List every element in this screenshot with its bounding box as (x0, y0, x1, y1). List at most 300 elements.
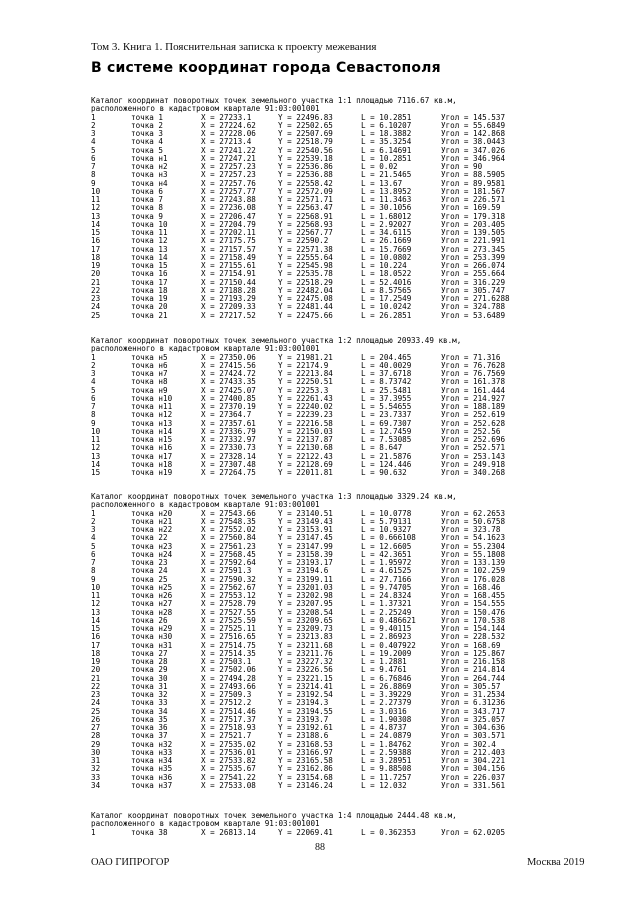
segment-length-value: 9.88508 (379, 764, 412, 774)
row-number-value: 9 (91, 418, 96, 428)
y-coordinate-value: 23153.91 (296, 525, 333, 534)
direction-angle-label: Угол = (441, 591, 474, 600)
y-coordinate-label: Y = (278, 541, 297, 551)
point-name-value: точка н31 (131, 640, 173, 650)
direction-angle-label: Угол = (441, 418, 474, 428)
segment-length-value: 26.2851 (379, 310, 412, 320)
segment-length-label: L = (361, 599, 380, 609)
y-coordinate-value: 23140.51 (296, 508, 333, 518)
y-coordinate-label: Y = (278, 137, 297, 147)
x-coordinate-label: X = (201, 244, 220, 254)
point-name-value: точка н20 (131, 508, 173, 518)
y-coordinate-value: 22150.03 (296, 426, 333, 436)
segment-length-label: L = (361, 698, 380, 708)
direction-angle-value: 38.0443 (473, 137, 506, 147)
x-coordinate-label: X = (201, 219, 220, 229)
x-coordinate-value: 27525.59 (219, 615, 256, 625)
x-coordinate-value: 27400.85 (219, 393, 256, 403)
y-coordinate-value: 22568.93 (296, 219, 333, 229)
y-coordinate-label: Y = (278, 435, 297, 444)
y-coordinate-label: Y = (278, 574, 297, 584)
direction-angle-value: 62.0205 (473, 827, 506, 837)
direction-angle-value: 168.69 (473, 640, 501, 650)
row-number-value: 16 (91, 236, 101, 246)
segment-length-value: 2.59388 (379, 747, 412, 757)
y-coordinate-label: Y = (278, 624, 297, 633)
segment-length-label: L = (361, 731, 380, 741)
segment-length-value: 10.0778 (379, 508, 412, 518)
y-coordinate-value: 23193.17 (296, 558, 333, 567)
x-coordinate-label: X = (201, 418, 220, 428)
point-name-value: точка н16 (131, 443, 173, 453)
direction-angle-label: Угол = (441, 690, 474, 699)
y-coordinate-value: 22571.71 (296, 195, 333, 204)
direction-angle-label: Угол = (441, 393, 474, 403)
segment-length-label: L = (361, 385, 380, 395)
y-coordinate-value: 23192.61 (296, 723, 333, 732)
direction-angle-value: 53.6489 (473, 310, 506, 320)
row-number-value: 14 (91, 459, 101, 469)
y-coordinate-label: Y = (278, 178, 297, 188)
y-coordinate-label: Y = (278, 145, 297, 155)
y-coordinate-value: 21981.21 (296, 352, 333, 362)
row-number-value: 10 (91, 582, 101, 592)
segment-length-label: L = (361, 459, 380, 469)
point-name-value: точка н24 (131, 549, 173, 559)
row-number-value: 11 (91, 591, 101, 600)
row-number-value: 16 (91, 632, 101, 642)
segment-length-label: L = (361, 706, 380, 716)
x-coordinate-value: 26813.14 (219, 827, 256, 837)
segment-length-value: 5.79131 (379, 516, 412, 526)
segment-length-value: 1.84762 (379, 739, 412, 749)
footer-organization: ОАО ГИПРОГОР (91, 857, 170, 868)
direction-angle-value: 88.5905 (473, 170, 506, 180)
x-coordinate-value: 27518.93 (219, 723, 256, 732)
row-number (91, 567, 131, 575)
y-coordinate-value: 22563.47 (296, 203, 333, 213)
x-coordinate-label: X = (201, 723, 220, 732)
x-coordinate-label: X = (201, 665, 220, 675)
segment-length-label: L = (361, 624, 380, 633)
row-number-value: 1 (91, 352, 96, 362)
segment-length-label: L = (361, 681, 380, 691)
row-number-value: 6 (91, 153, 96, 163)
x-coordinate-value: 27332.97 (219, 435, 256, 444)
y-coordinate-value: 23165.58 (296, 756, 333, 765)
segment-length-label: L = (361, 170, 380, 180)
segment-length-label: L = (361, 352, 380, 362)
direction-angle-value: 252.696 (473, 435, 506, 444)
direction-angle-label: Угол = (441, 129, 474, 138)
point-name-value: точка 24 (131, 566, 168, 576)
x-coordinate-value: 27433.35 (219, 377, 256, 387)
segment-length-value: 24.8324 (379, 591, 412, 600)
row-number (91, 114, 131, 122)
segment-length-value: 30.1056 (379, 203, 412, 213)
direction-angle-value: 249.918 (473, 459, 506, 469)
y-coordinate-value: 23209.73 (296, 624, 333, 633)
row-number-value: 15 (91, 624, 101, 633)
y-coordinate-label: Y = (278, 129, 297, 138)
y-coordinate-label: Y = (278, 706, 297, 716)
x-coordinate-label: X = (201, 426, 220, 436)
y-coordinate-value: 22572.09 (296, 186, 333, 196)
row-number (91, 155, 131, 163)
x-coordinate-label: X = (201, 706, 220, 716)
direction-angle-value: 168.46 (473, 582, 501, 592)
segment-length-label: L = (361, 153, 380, 163)
coordinate-table (91, 829, 531, 837)
x-coordinate-value: 27521.7 (219, 731, 252, 741)
point-name-value: точка 12 (131, 236, 168, 246)
y-coordinate-label: Y = (278, 549, 297, 559)
segment-length-value: 10.0802 (379, 252, 412, 262)
point-name-value: точка 5 (131, 145, 164, 155)
x-coordinate-value: 27592.64 (219, 558, 256, 567)
y-coordinate-value: 23188.6 (296, 731, 329, 741)
direction-angle-value: 212.403 (473, 747, 506, 757)
row-number-value: 8 (91, 170, 96, 180)
segment-length-label: L = (361, 764, 380, 774)
x-coordinate-label: X = (201, 112, 220, 122)
direction-angle-label: Угол = (441, 360, 474, 370)
direction-angle-label: Угол = (441, 195, 474, 204)
segment-length-value: 10.2851 (379, 153, 412, 163)
y-coordinate-label: Y = (278, 508, 297, 518)
row-number (91, 138, 131, 146)
segment-length-value: 21.5465 (379, 170, 412, 180)
row-number-value: 28 (91, 731, 101, 741)
x-coordinate-label: X = (201, 120, 220, 130)
direction-angle-label: Угол = (441, 508, 474, 518)
row-number (91, 370, 131, 378)
x-coordinate-value: 27548.35 (219, 516, 256, 526)
x-coordinate-value: 27257.23 (219, 170, 256, 180)
segment-length-value: 1.68012 (379, 211, 412, 221)
x-coordinate-label: X = (201, 657, 220, 666)
y-coordinate-label: Y = (278, 352, 297, 362)
x-coordinate-label: X = (201, 153, 220, 163)
y-coordinate-label: Y = (278, 615, 297, 625)
row-number (91, 378, 131, 386)
segment-length-label: L = (361, 186, 380, 196)
x-coordinate-label: X = (201, 236, 220, 246)
x-coordinate-label: X = (201, 772, 220, 782)
x-coordinate-label: X = (201, 690, 220, 699)
direction-angle-label: Угол = (441, 261, 474, 270)
row-number (91, 411, 131, 419)
x-coordinate-label: X = (201, 780, 220, 790)
direction-angle-label: Угол = (441, 402, 474, 411)
segment-length-label: L = (361, 558, 380, 567)
row-number-value: 12 (91, 203, 101, 213)
segment-length-value: 6.76846 (379, 673, 412, 683)
row-number-value: 9 (91, 178, 96, 188)
x-coordinate-label: X = (201, 170, 220, 180)
x-coordinate-label: X = (201, 195, 220, 204)
point-name-value: точка 17 (131, 277, 168, 287)
point-name-value: точка н30 (131, 632, 173, 642)
row-number-value: 11 (91, 435, 101, 444)
point-name-value: точка 33 (131, 698, 168, 708)
direction-angle-value: 161.444 (473, 385, 506, 395)
y-coordinate-value: 22481.44 (296, 302, 333, 312)
y-coordinate-value: 23199.11 (296, 574, 333, 584)
direction-angle-label: Угол = (441, 533, 474, 543)
segment-length-value: 10.2851 (379, 112, 412, 122)
row-number (91, 395, 131, 403)
x-coordinate (201, 312, 278, 320)
x-coordinate-label: X = (201, 574, 220, 584)
segment-length-value: 2.86923 (379, 632, 412, 642)
y-coordinate-label: Y = (278, 277, 297, 287)
y-coordinate-value: 23168.53 (296, 739, 333, 749)
direction-angle-value: 176.028 (473, 574, 506, 584)
x-coordinate-value: 27528.79 (219, 599, 256, 609)
y-coordinate (278, 782, 361, 790)
coordinate-catalog-1-1 (91, 97, 531, 320)
segment-length-label: L = (361, 591, 380, 600)
segment-length-value: 9.4761 (379, 665, 407, 675)
direction-angle-value: 102.259 (473, 566, 506, 576)
y-coordinate-value: 23147.99 (296, 541, 333, 551)
x-coordinate-label: X = (201, 228, 220, 237)
row-number (91, 171, 131, 179)
row-number-value: 23 (91, 690, 101, 699)
y-coordinate-value: 22558.42 (296, 178, 333, 188)
point-name-value: точка н25 (131, 582, 173, 592)
direction-angle-value: 154.144 (473, 624, 506, 633)
segment-length-label: L = (361, 435, 380, 444)
segment-length-value: 8.73742 (379, 377, 412, 387)
row-number (91, 122, 131, 130)
y-coordinate-label: Y = (278, 203, 297, 213)
x-coordinate-label: X = (201, 681, 220, 691)
x-coordinate-value: 27213.4 (219, 137, 252, 147)
direction-angle-value: 31.2534 (473, 690, 506, 699)
y-coordinate-label: Y = (278, 468, 297, 477)
y-coordinate-label: Y = (278, 302, 297, 312)
point-name-value: точка 19 (131, 294, 168, 303)
direction-angle-value: 76.7628 (473, 360, 506, 370)
x-coordinate-label: X = (201, 549, 220, 559)
direction-angle-value: 255.664 (473, 269, 506, 279)
x-coordinate-value: 27158.49 (219, 252, 256, 262)
direction-angle-value: 133.139 (473, 558, 506, 567)
y-coordinate-label: Y = (278, 607, 297, 617)
row-number (91, 469, 131, 477)
direction-angle-label: Угол = (441, 244, 474, 254)
segment-length-value: 0.486621 (379, 615, 416, 625)
x-coordinate-value: 27553.12 (219, 591, 256, 600)
segment-length-value: 10.224 (379, 261, 407, 270)
x-coordinate-value: 27150.44 (219, 277, 256, 287)
direction-angle-value: 347.026 (473, 145, 506, 155)
row-number-value: 6 (91, 393, 96, 403)
y-coordinate-label: Y = (278, 681, 297, 691)
segment-length-value: 90.632 (379, 468, 407, 477)
segment-length-label: L = (361, 418, 380, 428)
x-coordinate-label: X = (201, 178, 220, 188)
segment-length-label: L = (361, 178, 380, 188)
x-coordinate-value: 27424.72 (219, 369, 256, 378)
segment-length-label: L = (361, 236, 380, 246)
row-number-value: 6 (91, 549, 96, 559)
x-coordinate-value: 27514.35 (219, 648, 256, 658)
segment-length-value: 0.02 (379, 162, 398, 171)
x-coordinate-value: 27533.82 (219, 756, 256, 765)
row-number-value: 13 (91, 607, 101, 617)
segment-length-value: 8.647 (379, 443, 403, 453)
x-coordinate-value: 27494.28 (219, 673, 256, 683)
segment-length-value: 0.407922 (379, 640, 416, 650)
direction-angle-value: 142.868 (473, 129, 506, 138)
direction-angle-label: Угол = (441, 236, 474, 246)
row-number-value: 5 (91, 385, 96, 395)
point-name-value: точка 1 (131, 112, 164, 122)
row-number-value: 1 (91, 112, 96, 122)
direction-angle-label: Угол = (441, 170, 474, 180)
x-coordinate-label: X = (201, 352, 220, 362)
direction-angle-value: 154.555 (473, 599, 506, 609)
row-number-value: 33 (91, 772, 101, 782)
direction-angle-value: 228.532 (473, 632, 506, 642)
segment-length-label: L = (361, 377, 380, 387)
x-coordinate-value: 27415.56 (219, 360, 256, 370)
point-name-value: точка н15 (131, 435, 173, 444)
row-number-value: 15 (91, 228, 101, 237)
y-coordinate-label: Y = (278, 827, 297, 837)
direction-angle-label: Угол = (441, 624, 474, 633)
y-coordinate-label: Y = (278, 360, 297, 370)
row-number (91, 559, 131, 567)
direction-angle-value: 253.143 (473, 451, 506, 461)
catalog-subtitle: расположенного в кадастровом квартале 91:03:001001 (91, 104, 320, 114)
point-name-value: точка н23 (131, 541, 173, 551)
y-coordinate-value: 23226.56 (296, 665, 333, 675)
x-coordinate-label: X = (201, 508, 220, 518)
row-number (91, 543, 131, 551)
segment-length-label: L = (361, 393, 380, 403)
x-coordinate-value: 27509.3 (219, 690, 252, 699)
x-coordinate-value: 27516.65 (219, 632, 256, 642)
direction-angle-value: 226.571 (473, 195, 506, 204)
segment-length-label: L = (361, 137, 380, 147)
segment-length-value: 18.3882 (379, 129, 412, 138)
catalog-title: Каталог координат поворотных точек земельного участка 1:2 площадью 20933.49 кв.м, (91, 336, 462, 345)
row-number-value: 9 (91, 574, 96, 584)
direction-angle-value: 50.6758 (473, 516, 506, 526)
y-coordinate-label: Y = (278, 591, 297, 600)
y-coordinate-value: 22475.66 (296, 310, 333, 320)
x-coordinate-value: 27517.37 (219, 714, 256, 724)
segment-length-label: L = (361, 632, 380, 642)
x-coordinate-value: 27236.08 (219, 203, 256, 213)
direction-angle-value: 304.636 (473, 723, 506, 732)
x-coordinate-value: 27527.55 (219, 607, 256, 617)
direction-angle-value: 55.2304 (473, 541, 506, 551)
row-number-value: 21 (91, 673, 101, 683)
direction-angle-label: Угол = (441, 410, 474, 420)
row-number-value: 4 (91, 377, 96, 387)
point-name-value: точка н17 (131, 451, 173, 461)
x-coordinate-value: 27552.02 (219, 525, 256, 534)
direction-angle-value: 214.927 (473, 393, 506, 403)
row-number-value: 20 (91, 269, 101, 279)
y-coordinate-value: 23209.65 (296, 615, 333, 625)
x-coordinate-value: 27357.61 (219, 418, 256, 428)
segment-length-value: 24.0879 (379, 731, 412, 741)
segment-length-value: 34.6115 (379, 228, 412, 237)
segment-length-value: 204.465 (379, 352, 412, 362)
row-number-value: 11 (91, 195, 101, 204)
row-number-value: 24 (91, 302, 101, 312)
y-coordinate-label: Y = (278, 418, 297, 428)
direction-angle-value: 170.538 (473, 615, 506, 625)
direction-angle-value: 343.717 (473, 706, 506, 716)
row-number-value: 18 (91, 252, 101, 262)
direction-angle-value: 346.964 (473, 153, 506, 163)
x-coordinate-label: X = (201, 129, 220, 138)
direction-angle-value: 214.814 (473, 665, 506, 675)
x-coordinate-label: X = (201, 615, 220, 625)
direction-angle-label: Угол = (441, 285, 474, 295)
segment-length-label: L = (361, 665, 380, 675)
row-number-value: 18 (91, 648, 101, 658)
y-coordinate-value: 22130.68 (296, 443, 333, 453)
segment-length-label: L = (361, 285, 380, 295)
direction-angle-value: 90 (473, 162, 483, 171)
y-coordinate-value: 23208.54 (296, 607, 333, 617)
running-head: Том 3. Книга 1. Пояснительная записка к проекту межевания (91, 41, 377, 53)
direction-angle-value: 304.156 (473, 764, 506, 774)
row-number-value: 7 (91, 402, 96, 411)
point-name-value: точка н34 (131, 756, 173, 765)
segment-length-value: 1.2881 (379, 657, 407, 666)
row-number (91, 534, 131, 542)
y-coordinate-label: Y = (278, 731, 297, 741)
x-coordinate-label: X = (201, 186, 220, 196)
y-coordinate-value: 22590.2 (296, 236, 329, 246)
y-coordinate-value: 23211.68 (296, 640, 333, 650)
direction-angle-label: Угол = (441, 385, 474, 395)
y-coordinate-label: Y = (278, 261, 297, 270)
point-name-value: точка н19 (131, 468, 173, 477)
x-coordinate-value: 27193.29 (219, 294, 256, 303)
segment-length-value: 2.27379 (379, 698, 412, 708)
point-name-value: точка н6 (131, 360, 168, 370)
catalog-title: Каталог координат поворотных точек земельного участка 1:1 площадью 7116.67 кв.м, (91, 96, 457, 105)
x-coordinate-label: X = (201, 673, 220, 683)
x-coordinate-label: X = (201, 739, 220, 749)
x-coordinate-label: X = (201, 385, 220, 395)
segment-length-value: 26.1669 (379, 236, 412, 246)
segment-length-label: L = (361, 410, 380, 420)
point-name-value: точка н32 (131, 739, 173, 749)
x-coordinate-value: 27525.11 (219, 624, 256, 633)
row-number-value: 22 (91, 285, 101, 295)
direction-angle-label: Угол = (441, 459, 474, 469)
x-coordinate-label: X = (201, 747, 220, 757)
y-coordinate-value: 22518.79 (296, 137, 333, 147)
direction-angle-label: Угол = (441, 739, 474, 749)
point-name-value: точка н21 (131, 516, 173, 526)
y-coordinate-value: 23211.76 (296, 648, 333, 658)
point-name-value: точка 3 (131, 129, 164, 138)
segment-length-label: L = (361, 582, 380, 592)
y-coordinate-value: 23194.3 (296, 698, 329, 708)
